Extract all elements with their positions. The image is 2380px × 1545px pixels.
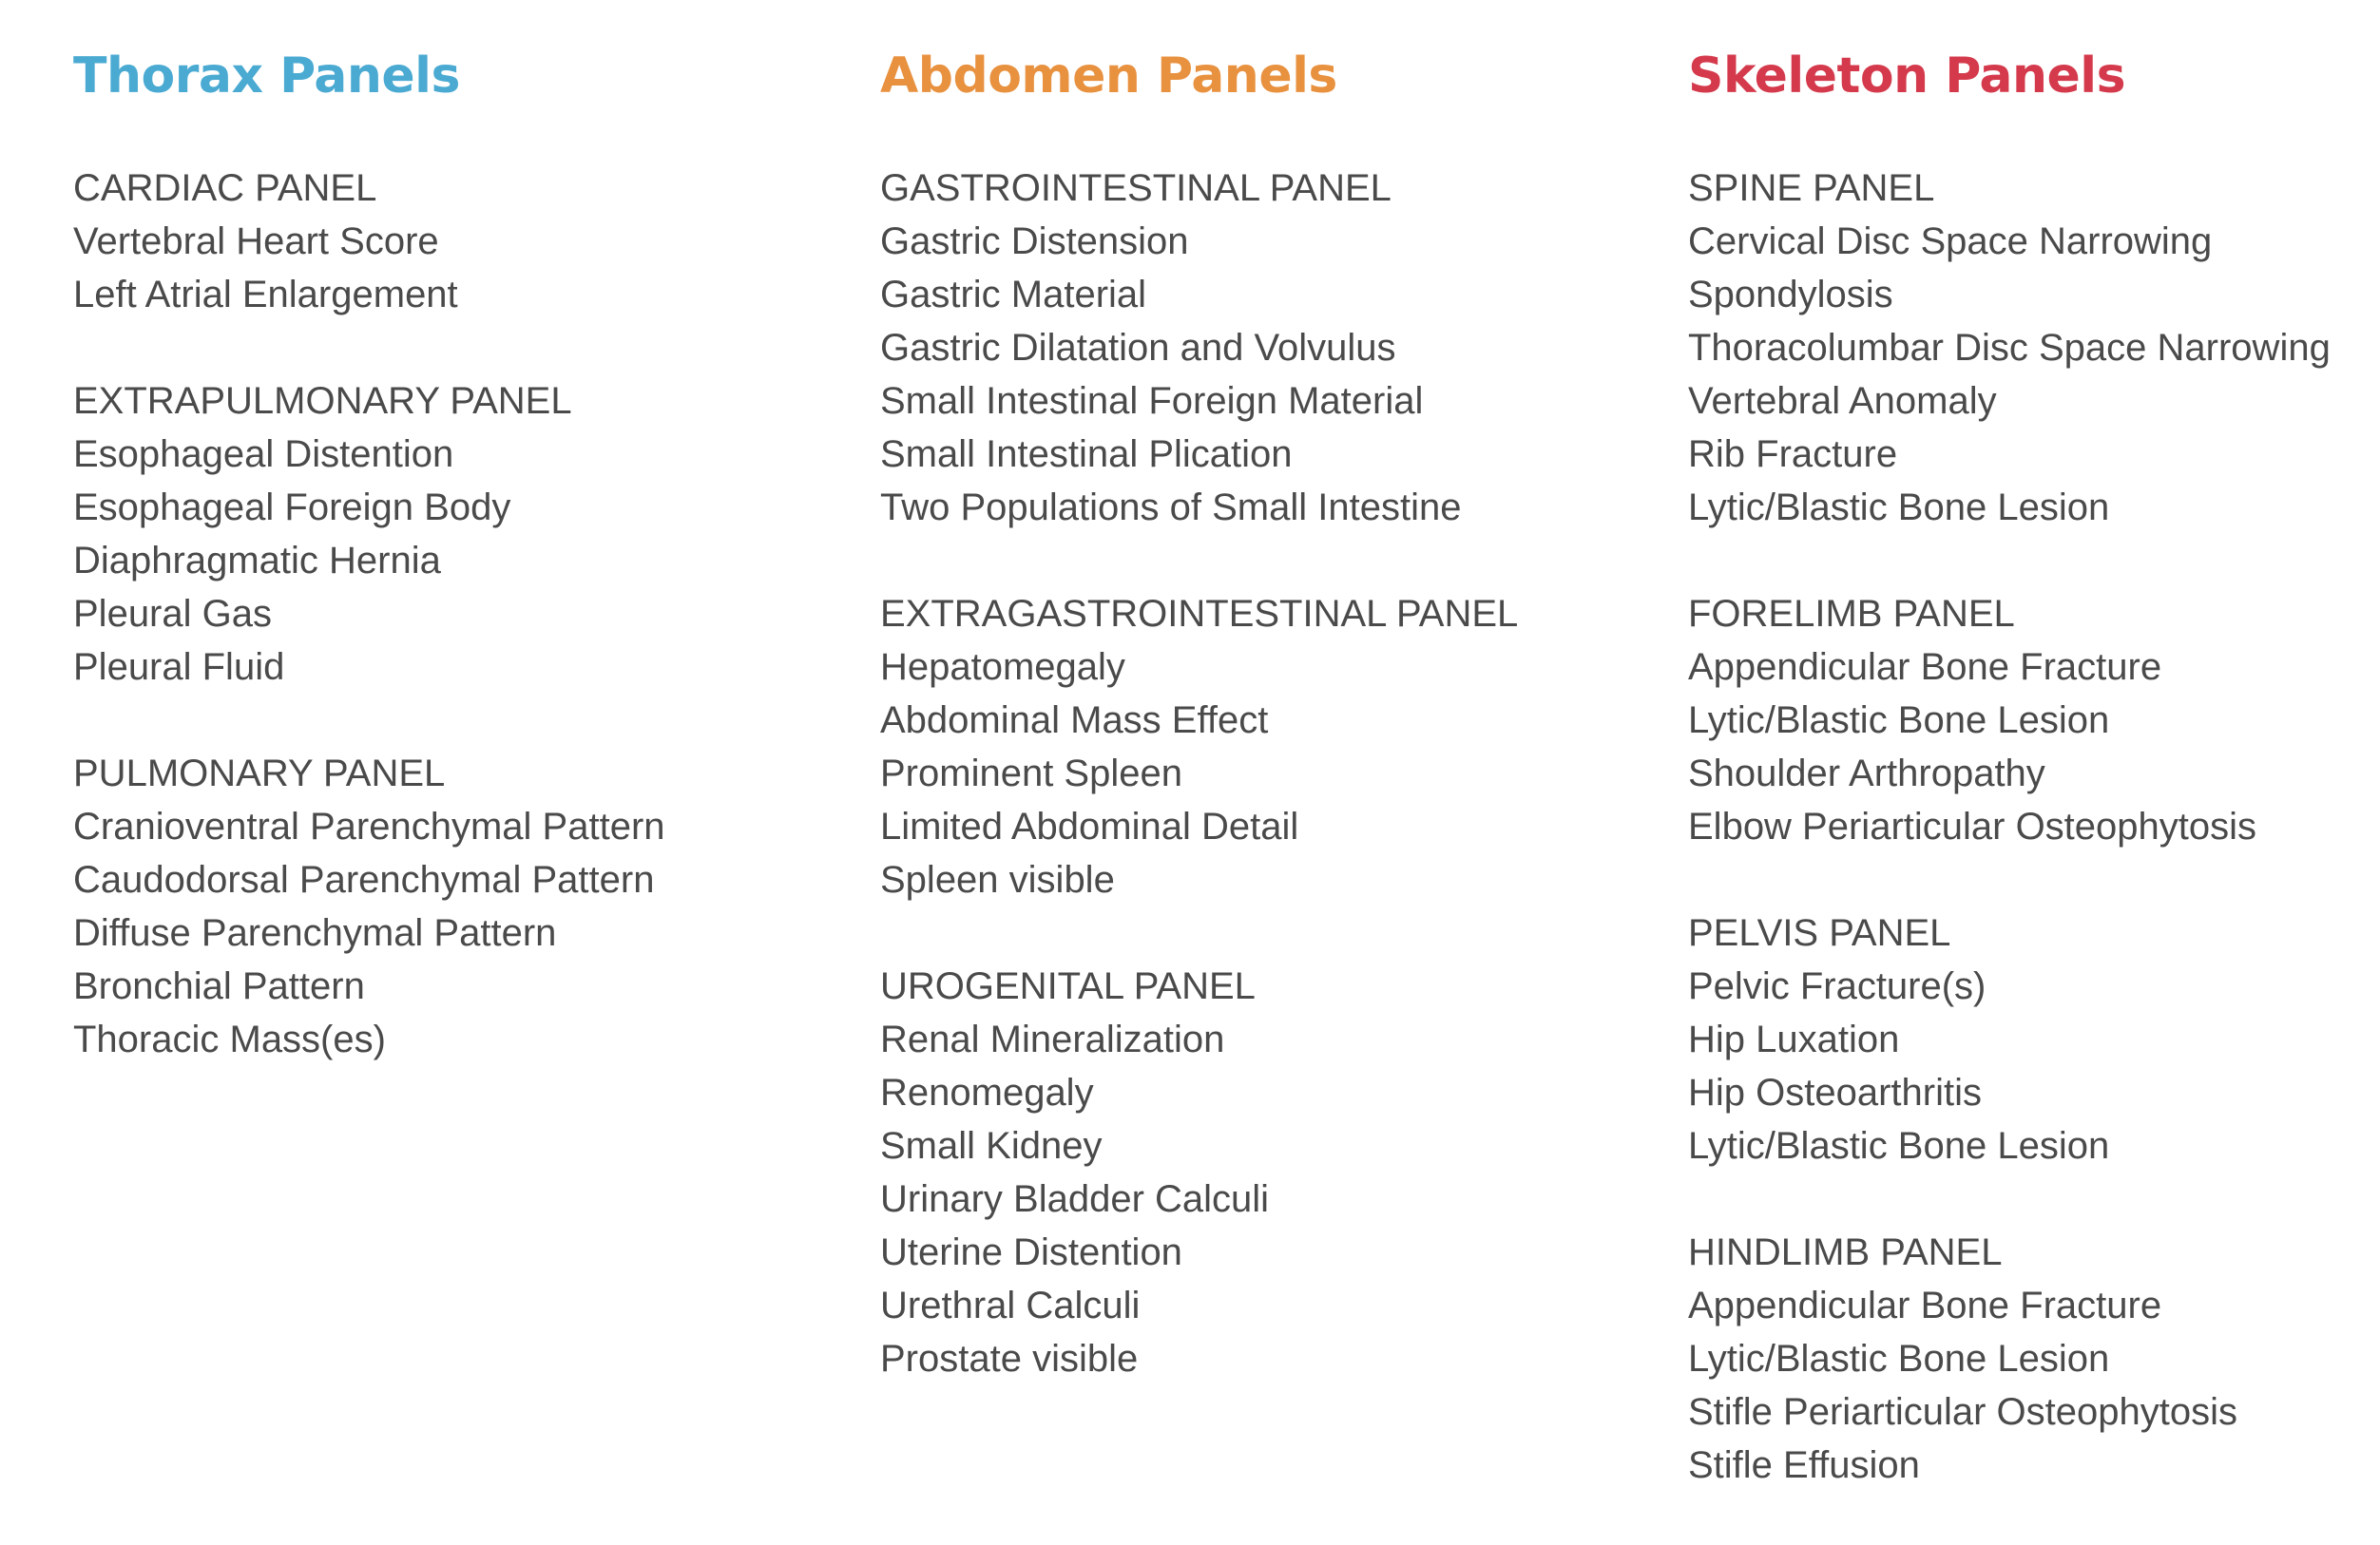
list-item: Diffuse Parenchymal Pattern — [73, 912, 557, 954]
abdomen-column-title: Abdomen Panels — [880, 48, 1337, 105]
list-item: Renal Mineralization — [880, 1019, 1225, 1060]
panel-title: GASTROINTESTINAL PANEL — [880, 167, 1392, 209]
list-item: Gastric Distension — [880, 220, 1189, 262]
pelvis-panel — [1688, 906, 2380, 1173]
gastrointestinal-panel — [880, 162, 1660, 534]
list-item: Lytic/Blastic Bone Lesion — [1688, 1338, 2110, 1380]
list-item: Appendicular Bone Fracture — [1688, 1285, 2162, 1326]
skeleton-column — [1688, 46, 2380, 1545]
list-item: Esophageal Foreign Body — [73, 486, 511, 528]
list-item: Left Atrial Enlargement — [73, 274, 458, 315]
list-item: Caudodorsal Parenchymal Pattern — [73, 859, 655, 901]
list-item: Stifle Effusion — [1688, 1444, 1920, 1486]
list-item: Lytic/Blastic Bone Lesion — [1688, 486, 2110, 528]
urogenital-panel — [880, 960, 1660, 1385]
list-item: Hepatomegaly — [880, 646, 1125, 688]
list-item: Appendicular Bone Fracture — [1688, 646, 2162, 688]
list-item: Small Kidney — [880, 1125, 1103, 1167]
list-item: Lytic/Blastic Bone Lesion — [1688, 1125, 2110, 1167]
list-item: Vertebral Anomaly — [1688, 380, 1997, 422]
list-item: Gastric Material — [880, 274, 1147, 315]
list-item: Urinary Bladder Calculi — [880, 1178, 1270, 1220]
list-item: Spondylosis — [1688, 274, 1893, 315]
panel-title: PELVIS PANEL — [1688, 912, 1951, 954]
cardiac-panel — [73, 162, 853, 321]
panel-title: CARDIAC PANEL — [73, 167, 377, 209]
list-item: Esophageal Distention — [73, 433, 454, 475]
list-item: Lytic/Blastic Bone Lesion — [1688, 699, 2110, 741]
list-item: Shoulder Arthropathy — [1688, 753, 2045, 794]
thorax-column — [73, 46, 853, 1119]
list-item: Cervical Disc Space Narrowing — [1688, 220, 2213, 262]
panel-title: HINDLIMB PANEL — [1688, 1231, 2003, 1273]
list-item: Thoracic Mass(es) — [73, 1019, 386, 1060]
list-item: Abdominal Mass Effect — [880, 699, 1269, 741]
forelimb-panel — [1688, 587, 2380, 853]
pulmonary-panel — [73, 747, 853, 1066]
list-item: Pelvic Fracture(s) — [1688, 965, 1987, 1007]
list-item: Rib Fracture — [1688, 433, 1898, 475]
list-item: Bronchial Pattern — [73, 965, 365, 1007]
hindlimb-panel — [1688, 1226, 2380, 1492]
thorax-column-title: Thorax Panels — [73, 48, 460, 105]
list-item: Cranioventral Parenchymal Pattern — [73, 806, 665, 848]
panel-title: PULMONARY PANEL — [73, 753, 446, 794]
list-item: Hip Luxation — [1688, 1019, 1900, 1060]
panel-title: SPINE PANEL — [1688, 167, 1935, 209]
list-item: Thoracolumbar Disc Space Narrowing — [1688, 327, 2331, 369]
list-item: Vertebral Heart Score — [73, 220, 439, 262]
list-item: Pleural Gas — [73, 593, 272, 635]
list-item: Limited Abdominal Detail — [880, 806, 1299, 848]
list-item: Renomegaly — [880, 1072, 1094, 1114]
list-item: Stifle Periarticular Osteophytosis — [1688, 1391, 2238, 1433]
list-item: Elbow Periarticular Osteophytosis — [1688, 806, 2257, 848]
list-item: Two Populations of Small Intestine — [880, 486, 1462, 528]
list-item: Small Intestinal Foreign Material — [880, 380, 1424, 422]
panel-title: EXTRAPULMONARY PANEL — [73, 380, 572, 422]
extragastrointestinal-panel — [880, 587, 1660, 906]
list-item: Prominent Spleen — [880, 753, 1182, 794]
spine-panel — [1688, 162, 2380, 534]
list-item: Uterine Distention — [880, 1231, 1182, 1273]
list-item: Hip Osteoarthritis — [1688, 1072, 1982, 1114]
list-item: Pleural Fluid — [73, 646, 285, 688]
list-item: Diaphragmatic Hernia — [73, 540, 441, 582]
panel-title: FORELIMB PANEL — [1688, 593, 2015, 635]
panel-title: EXTRAGASTROINTESTINAL PANEL — [880, 593, 1519, 635]
skeleton-column-title: Skeleton Panels — [1688, 48, 2126, 105]
extrapulmonary-panel — [73, 374, 853, 694]
abdomen-column — [880, 46, 1660, 1439]
list-item: Spleen visible — [880, 859, 1115, 901]
list-item: Gastric Dilatation and Volvulus — [880, 327, 1396, 369]
panel-title: UROGENITAL PANEL — [880, 965, 1256, 1007]
list-item: Urethral Calculi — [880, 1285, 1141, 1326]
list-item: Small Intestinal Plication — [880, 433, 1293, 475]
list-item: Prostate visible — [880, 1338, 1139, 1380]
